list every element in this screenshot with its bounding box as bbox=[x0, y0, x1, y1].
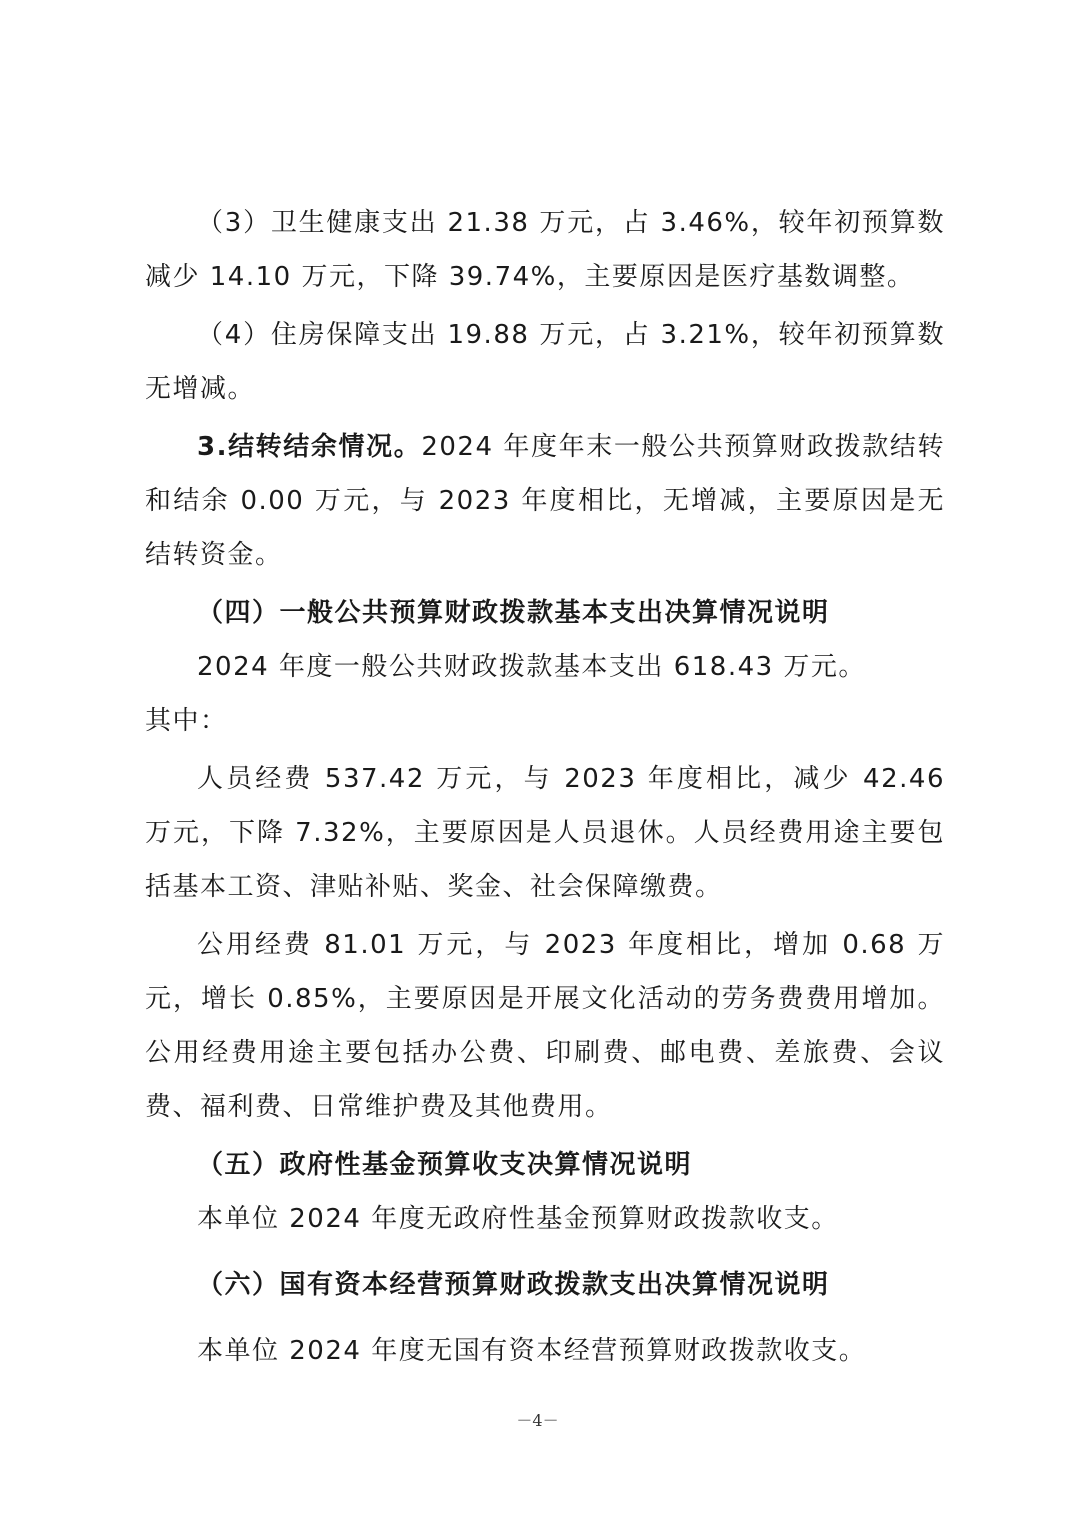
carryover-lead: 3.结转结余情况。 bbox=[197, 432, 422, 462]
paragraph-carryover bbox=[145, 420, 945, 582]
section-heading-6: （六）国有资本经营预算财政拨款支出决算情况说明 bbox=[197, 1270, 830, 1300]
paragraph-personnel-cost: 人员经费 537.42 万元，与 2023 年度相比，减少 42.46 万元，下降 7.32%，主要原因是人员退休。人员经费用途主要包括基本工资、津贴补贴、奖金、社会保障缴费。 bbox=[145, 764, 945, 902]
paragraph-public-cost: 公用经费 81.01 万元，与 2023 年度相比，增加 0.68 万元，增长 0.85%，主要原因是开展文化活动的劳务费费用增加。公用经费用途主要包括办公费、印刷费、邮电费、差旅费、会议费、福利费、日常维护费及其他费用。 bbox=[145, 930, 945, 1122]
carryover-body: 2024 年度年末一般公共预算财政拨款结转和结余 0.00 万元，与 2023 年度相比，无增减，主要原因是无结转资金。 bbox=[145, 432, 946, 570]
paragraph-basic-expenditure: 2024 年度一般公共财政拨款基本支出 618.43 万元。 bbox=[197, 652, 866, 682]
document-body bbox=[145, 196, 945, 1378]
paragraph-among-them: 其中： bbox=[145, 706, 228, 736]
paragraph-state-capital: 本单位 2024 年度无国有资本经营预算财政拨款收支。 bbox=[197, 1336, 867, 1366]
paragraph-health-expenditure: （3）卫生健康支出 21.38 万元，占 3.46%，较年初预算数减少 14.10 万元，下降 39.74%，主要原因是医疗基数调整。 bbox=[145, 208, 945, 292]
paragraph-housing-expenditure: （4）住房保障支出 19.88 万元，占 3.21%，较年初预算数无增减。 bbox=[145, 320, 945, 404]
page-number: －4－ bbox=[516, 1411, 559, 1430]
section-heading-4: （四）一般公共预算财政拨款基本支出决算情况说明 bbox=[197, 598, 830, 628]
section-heading-5: （五）政府性基金预算收支决算情况说明 bbox=[197, 1150, 693, 1180]
paragraph-government-fund: 本单位 2024 年度无政府性基金预算财政拨款收支。 bbox=[197, 1204, 839, 1234]
